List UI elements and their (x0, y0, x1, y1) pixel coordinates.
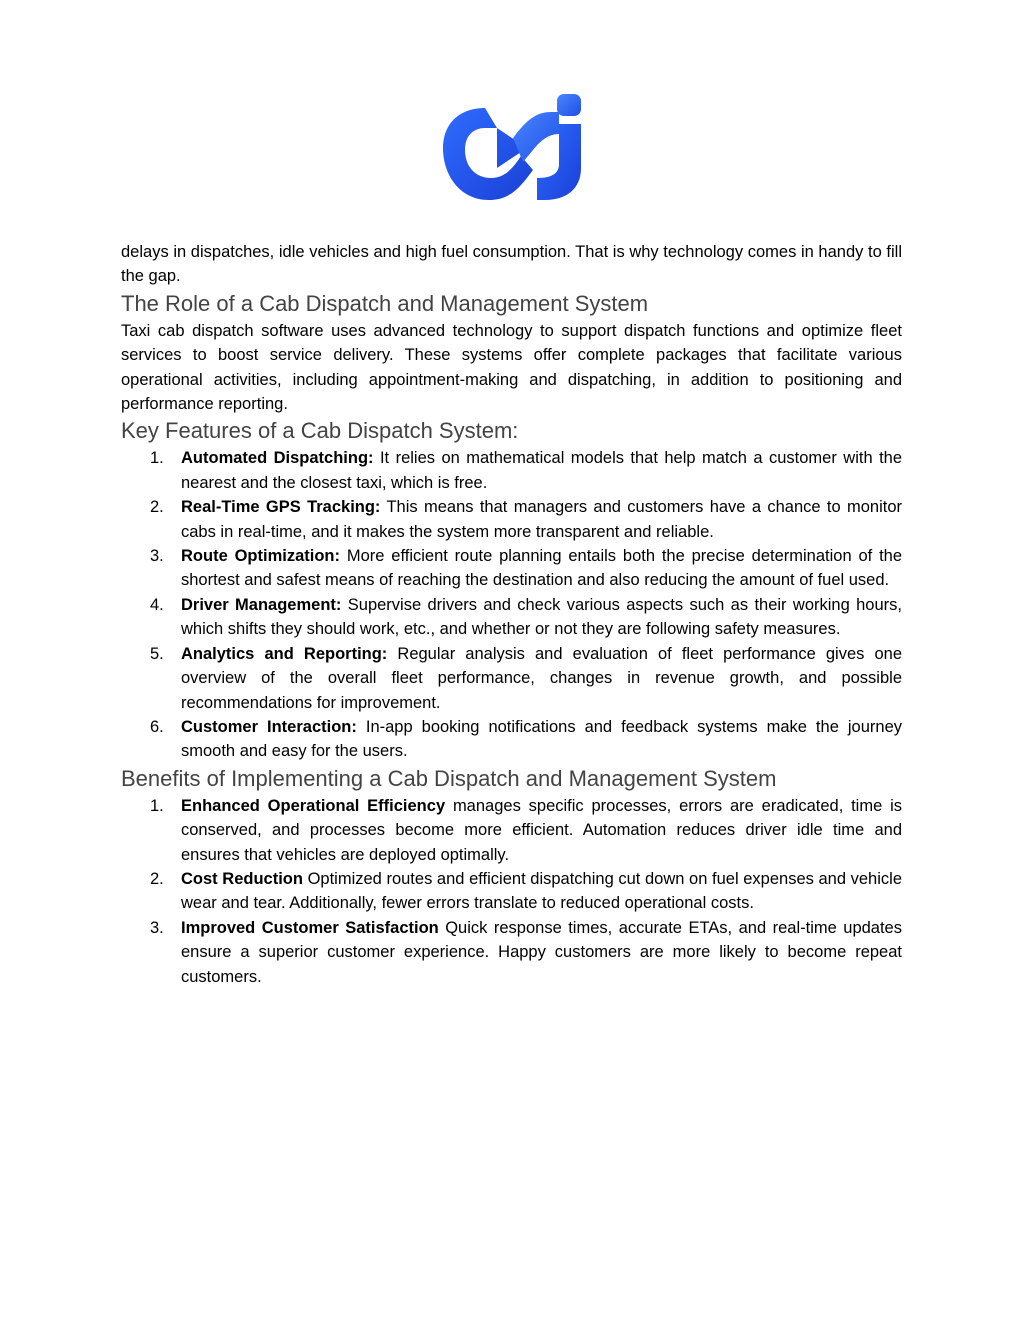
list-item (121, 867, 902, 916)
list-item-number: 6. (150, 717, 164, 736)
list-item-title: Customer Interaction: (181, 717, 357, 736)
list-item-number: 3. (150, 547, 164, 566)
list-item-title: Analytics and Reporting: (181, 644, 388, 663)
list-item-title: Improved Customer Satisfaction (181, 918, 439, 937)
features-list (121, 446, 902, 763)
intro-paragraph: delays in dispatches, idle vehicles and high fuel consumption. That is why technology comes in handy to fill the gap. (121, 243, 902, 286)
role-paragraph: Taxi cab dispatch software uses advanced technology to support dispatch functions and optimize fleet services to boost service delivery. These systems offer complete packages that facilitate various operational activities, including appointment-making and dispatching, in addition to positioning and performance reporting. (121, 321, 902, 414)
list-item-text: More efficient route planning entails both the precise determination of the shortest and safest means of reaching the destination and also reducing the amount of fuel used. (181, 547, 902, 590)
list-item (121, 544, 902, 593)
list-item-text: This means that managers and customers have a chance to monitor cabs in real-time, and it makes the system more transparent and reliable. (181, 498, 902, 541)
list-item (121, 715, 902, 764)
company-logo-icon (441, 94, 583, 202)
list-item-number: 3. (150, 918, 164, 937)
document-content (121, 240, 902, 989)
list-item-text: Optimized routes and efficient dispatching cut down on fuel expenses and vehicle wear and tear. Additionally, fewer errors translate to reduced operational costs. (181, 869, 902, 913)
list-item-title: Cost Reduction (181, 869, 303, 888)
list-item (121, 593, 902, 642)
list-item-text: It relies on mathematical models that help match a customer with the nearest and the closest taxi, which is free. (181, 449, 903, 492)
list-item-number: 1. (150, 449, 164, 468)
list-item-title: Enhanced Operational Efficiency (181, 796, 446, 815)
list-item-text: Supervise drivers and check various aspects such as their working hours, which shifts they should work, etc., and whether or not they are following safety measures. (181, 595, 902, 639)
list-item-title: Real-Time GPS Tracking: (181, 498, 381, 517)
list-item-text: Quick response times, accurate ETAs, and real-time updates ensure a superior customer experience. Happy customers are more likely to become repeat customers. (181, 918, 902, 986)
list-item-number: 2. (150, 498, 164, 517)
list-item-text: manages specific processes, errors are eradicated, time is conserved, and processes become more efficient. Automation reduces driver idle time and ensures that vehicles are deployed optimally. (181, 796, 903, 864)
list-item (121, 642, 902, 715)
list-item (121, 916, 902, 989)
list-item-number: 5. (150, 644, 164, 663)
list-item-text: Regular analysis and evaluation of fleet performance gives one overview of the overall fleet performance, changes in revenue growth, and possible recommendations for improvement. (181, 644, 902, 712)
list-item (121, 446, 902, 495)
list-item-text: In-app booking notifications and feedback systems make the journey smooth and easy for the users. (181, 717, 902, 761)
benefits-heading: Benefits of Implementing a Cab Dispatch and Management System (121, 765, 777, 791)
list-item-title: Route Optimization: (181, 547, 340, 566)
list-item (121, 794, 902, 867)
list-item-number: 4. (150, 595, 164, 614)
list-item-number: 2. (150, 869, 164, 888)
role-heading: The Role of a Cab Dispatch and Management System (121, 290, 649, 316)
list-item (121, 495, 902, 544)
list-item-title: Automated Dispatching: (181, 449, 374, 468)
list-item-number: 1. (150, 796, 164, 815)
benefits-list (121, 794, 902, 989)
features-heading: Key Features of a Cab Dispatch System: (121, 418, 519, 444)
list-item-title: Driver Management: (181, 595, 342, 614)
